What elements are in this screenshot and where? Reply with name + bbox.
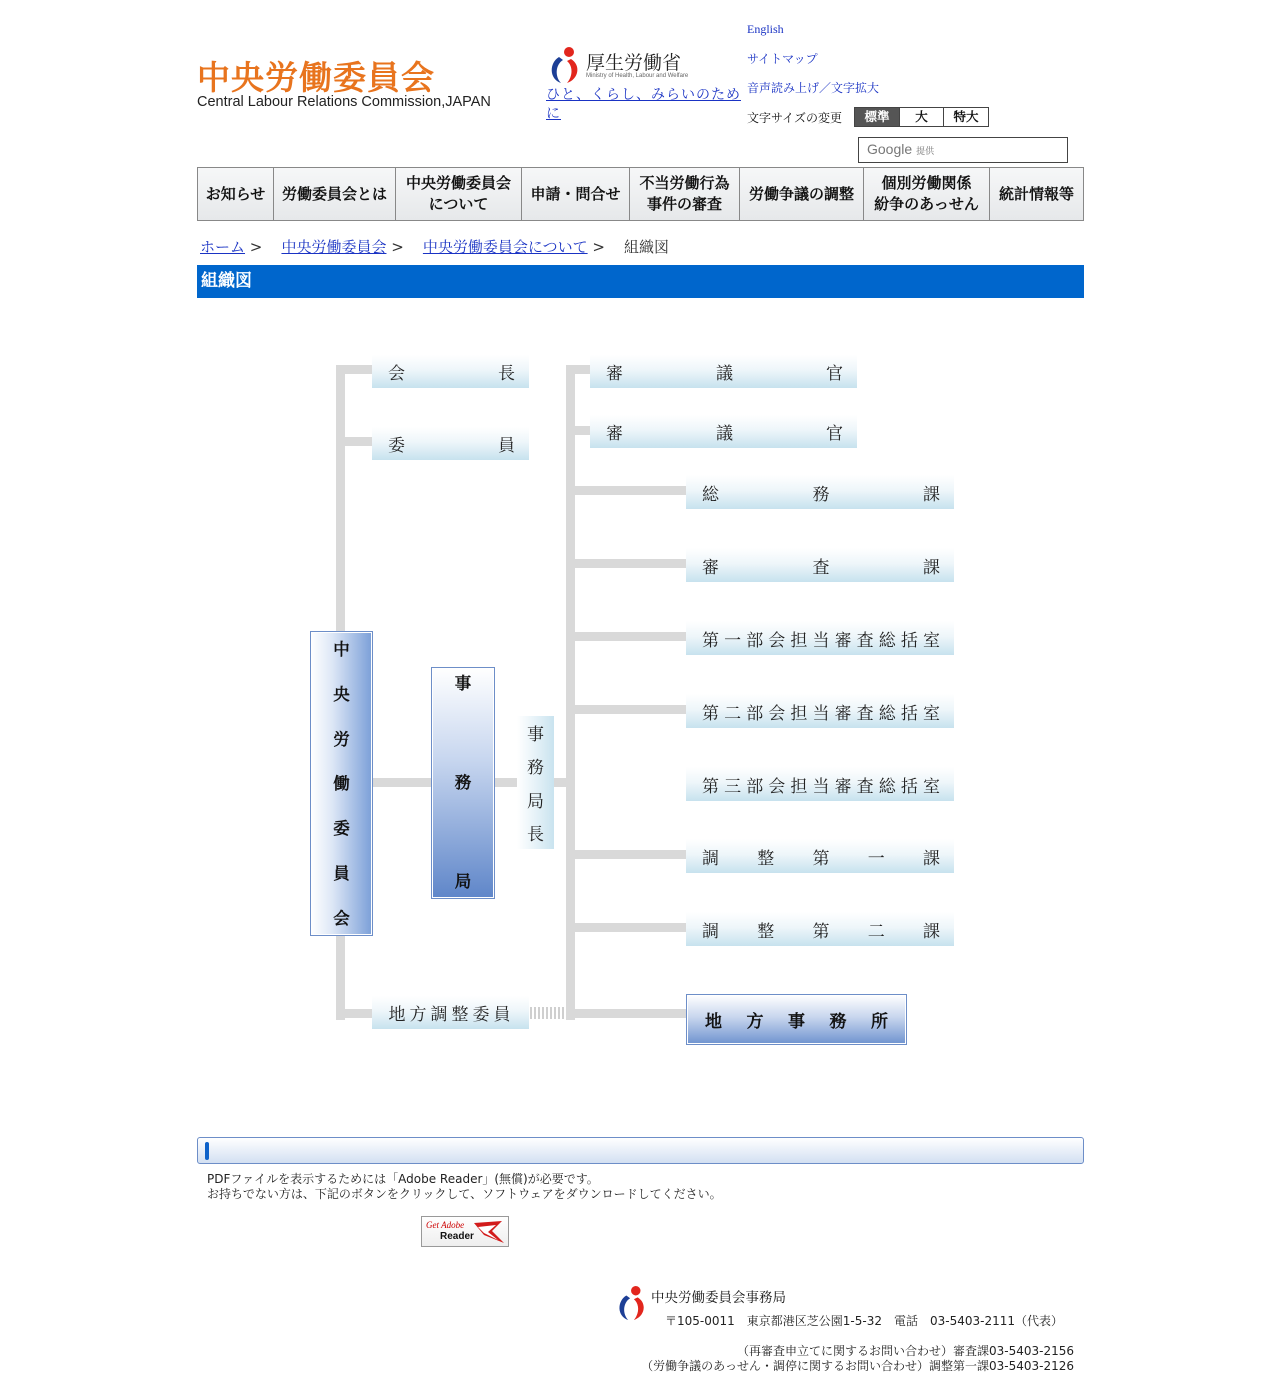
org-char: 会 [388,364,405,384]
connector-line [566,632,688,641]
pdf-section-bar [197,1137,1084,1164]
org-char: 長 [527,824,544,845]
org-char: 会 [768,776,786,797]
org-char: 一 [867,848,885,869]
org-char: 事 [527,725,544,745]
org-char: 総 [702,484,719,505]
breadcrumb-separator: > [249,238,263,256]
adobe-reader-icon [472,1219,506,1245]
org-box-commission [310,631,373,936]
mhlw-tagline-link[interactable]: ひと、くらし、みらいのために [546,87,741,122]
connector-line [372,778,434,787]
org-char: 部 [746,776,764,797]
org-box-first-section [686,621,954,655]
nav-applications[interactable]: 申請・問合せ [522,168,630,220]
org-char: 二 [867,921,885,942]
org-box-regional-office [686,994,907,1045]
org-char: 務 [454,773,472,792]
org-char: 審 [834,630,852,651]
footer-address: 〒105-0011 東京都港区芝公園1-5-32 電話 03-5403-2111（代表） [665,1314,1063,1328]
breadcrumb-about[interactable]: 中央労働委員会について [422,238,588,256]
org-char: 調 [702,848,719,869]
org-char: 員 [498,436,515,456]
org-char: 担 [790,776,808,797]
org-char: 三 [724,776,742,797]
org-box-general-affairs [686,475,954,509]
org-char: 委 [388,436,405,456]
connector-line [566,365,592,374]
nav-unfair-labor[interactable]: 不当労働行為 事件の審査 [630,168,740,220]
connector-line [336,365,376,374]
reader-button-bottom: Reader [440,1231,474,1242]
org-char: 課 [923,484,940,505]
org-char: 働 [333,774,350,794]
breadcrumb-current: 組織図 [624,238,670,256]
org-char: 括 [900,630,918,651]
org-box-adjustment-2 [686,912,954,946]
font-size-label: 文字サイズの変更 [747,111,843,125]
org-char: 事 [788,1012,805,1032]
nav-individual-disputes[interactable]: 個別労働関係 紛争のあっせん [864,168,990,220]
org-char: 会 [768,703,786,724]
org-char: 審 [606,364,623,384]
org-box-regional-adjusters [372,996,529,1029]
dotted-connector [530,1007,566,1019]
org-char: 総 [878,703,896,724]
org-box-members [372,427,529,460]
google-label: Google [867,141,913,157]
org-box-chair [372,355,529,388]
org-char: 官 [826,424,843,444]
footer-contact-adjustment: （労働争議のあっせん・調停に関するお問い合わせ）調整第一課03-5403-2126 [641,1359,1074,1373]
footer-org-name: 中央労働委員会事務局 [651,1290,786,1306]
connector-line [566,559,688,568]
org-char: 当 [812,630,830,651]
org-char: 審 [606,424,623,444]
nav-statistics[interactable]: 統計情報等 [990,168,1083,220]
org-char: 第 [812,921,830,942]
org-char: 務 [829,1012,847,1032]
breadcrumb [200,236,669,257]
org-char: 部 [746,630,764,651]
org-char: 当 [812,703,830,724]
english-link[interactable]: English [747,22,784,36]
org-char: 長 [498,364,515,384]
org-char: 員 [333,864,350,884]
font-size-standard-button[interactable]: 標準 [854,107,900,127]
bar-marker-icon [205,1142,209,1160]
org-char: 所 [871,1012,888,1032]
org-char: 査 [856,630,874,651]
org-char: 課 [923,848,940,869]
connector-line [336,437,376,446]
org-char: 地 [705,1012,722,1032]
site-logo-english: Central Labour Relations Commission,JAPAN [197,94,491,110]
org-char: 整 [757,921,775,942]
nav-news[interactable]: お知らせ [198,168,274,220]
connector-line [566,365,575,1020]
nav-about-committees[interactable]: 労働委員会とは [274,168,396,220]
org-char: 審 [834,703,852,724]
org-char: 総 [878,630,896,651]
org-char: 調 [702,921,719,942]
org-char: 審 [702,557,719,578]
org-char: 二 [724,703,742,724]
connector-line [566,486,688,495]
org-char: 括 [900,776,918,797]
org-char: 方 [746,1012,764,1032]
org-box-councillor [590,415,857,448]
org-char: 整 [757,848,775,869]
org-char: 労 [333,729,350,749]
search-input[interactable] [858,137,1068,163]
org-char: 一 [724,630,742,651]
pdf-note-line: PDFファイルを表示するためには「Adobe Reader」(無償)が必要です。 [207,1172,599,1186]
nav-about-central[interactable]: 中央労働委員会 について [396,168,522,220]
org-box-adjustment-1 [686,839,954,873]
org-char: 委 [333,819,350,839]
connector-line [566,705,688,714]
org-char: 第 [702,703,719,724]
connector-line [566,923,688,932]
connector-line [566,426,592,435]
org-char: 務 [812,484,830,505]
mhlw-subtitle: Ministry of Health, Labour and Welfare [586,73,689,79]
org-char: 課 [923,921,940,942]
org-char: 局 [527,791,544,812]
org-char: 査 [812,557,830,578]
breadcrumb-home[interactable]: ホーム [200,238,246,256]
org-char: 担 [790,630,808,651]
org-char: 査 [856,776,874,797]
org-char: 査 [856,703,874,724]
org-char: 官 [826,364,843,384]
org-label: 地方調整委員 [388,1005,515,1025]
org-box-second-section [686,694,954,728]
org-char: 議 [716,424,733,444]
nav-dispute-adjustment[interactable]: 労働争議の調整 [740,168,864,220]
org-char: 第 [702,630,719,651]
sitemap-link[interactable]: サイトマップ [747,52,818,66]
connector-line [566,1009,688,1018]
org-char: 第 [702,776,719,797]
org-char: 務 [527,758,544,779]
org-char: 会 [333,908,350,928]
org-char: 議 [716,364,733,384]
font-size-xlarge-button[interactable]: 特大 [943,107,989,127]
org-box-third-section [686,767,954,801]
mhlw-emblem-icon [547,45,583,85]
get-adobe-reader-button[interactable] [421,1216,509,1247]
global-nav [197,167,1084,221]
org-char: 会 [768,630,786,651]
org-char: 総 [878,776,896,797]
org-char: 課 [923,557,940,578]
breadcrumb-separator: > [391,238,404,256]
org-char: 部 [746,703,764,724]
org-char: 担 [790,703,808,724]
connector-line [566,850,688,859]
org-char: 中 [333,640,350,659]
org-char: 局 [454,872,472,891]
pdf-note [207,1172,722,1202]
org-char: 当 [812,776,830,797]
org-char: 審 [834,776,852,797]
org-char: 央 [333,684,350,704]
mhlw-title[interactable]: 厚生労働省 [586,52,682,74]
org-char: 室 [922,776,940,797]
org-box-councillor [590,355,857,388]
org-char: 括 [900,703,918,724]
connector-line [336,1009,376,1018]
footer-contact-review: （再審査申立てに関するお問い合わせ）審査課03-5403-2156 [736,1344,1074,1358]
footer-emblem-icon [615,1284,649,1322]
org-box-secretariat [431,667,495,899]
breadcrumb-separator: > [592,238,605,256]
page-title: 組織図 [197,265,1084,298]
org-char: 事 [454,674,472,693]
pdf-note-line: お持ちでない方は、下記のボタンをクリックして、ソフトウェアをダウンロードしてください。 [207,1187,722,1201]
org-box-secretary-general [517,716,554,849]
site-logo-japanese[interactable]: 中央労働委員会 [197,58,435,97]
org-char: 室 [922,703,940,724]
font-size-large-button[interactable]: 大 [899,107,944,127]
google-suffix: 提供 [916,146,935,156]
accessibility-link[interactable]: 音声読み上げ／文字拡大 [747,81,880,95]
org-char: 室 [922,630,940,651]
reader-button-top: Get Adobe [426,1220,465,1230]
breadcrumb-central[interactable]: 中央労働委員会 [281,238,387,256]
org-box-examination [686,548,954,582]
org-char: 第 [812,848,830,869]
